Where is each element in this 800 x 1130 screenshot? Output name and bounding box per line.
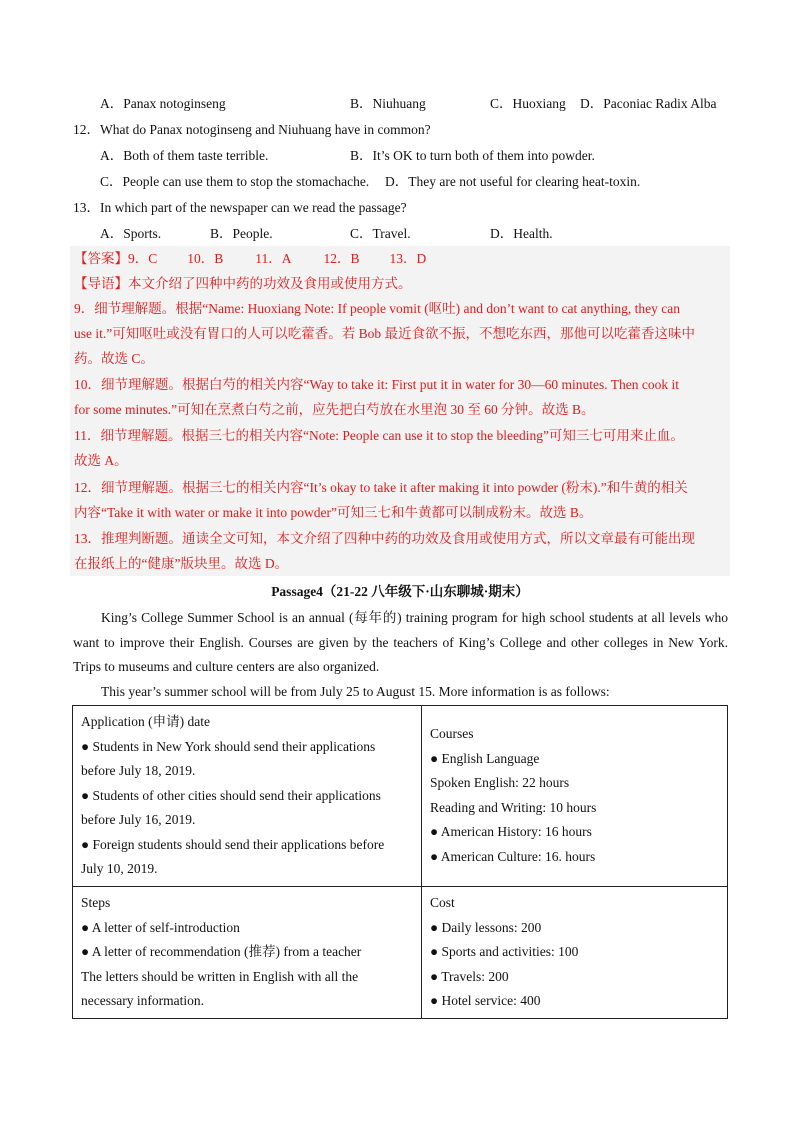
explanation-10-line2: for some minutes.”可知在烹煮白芍之前，应先把白芍放在水里泡 30 至 60 分钟。故选 B。	[74, 402, 595, 417]
guide-text: 【导语】本文介绍了四种中药的功效及食用或使用方式。	[74, 276, 412, 291]
courses-title: Courses	[430, 726, 474, 741]
answer-11: 11．A	[255, 251, 292, 266]
passage-title: Passage4（21-22 八年级下·山东聊城·期末）	[271, 584, 529, 599]
courses-line: ● English Language	[430, 750, 540, 766]
q11-option-d: D．Paconiac Radix Alba	[580, 96, 717, 111]
explanation-13-line1: 13．推理判断题。通读全文可知，本文介绍了四种中药的功效及食用或使用方式，所以文章最有可能出现	[74, 531, 695, 546]
answer-explanation-block	[70, 246, 730, 576]
q12-option-c: C．People can use them to stop the stomachache.	[100, 174, 370, 189]
explanation-12-line2: 内容“Take it with water or make it into powder”可知三七和牛黄都可以制成粉末。故选 B。	[74, 505, 593, 520]
q12-option-d: D．They are not useful for clearing heat-toxin.	[385, 174, 641, 189]
summer-school-info-table	[72, 705, 728, 1019]
application-line: before July 16, 2019.	[81, 812, 196, 827]
courses-line: Reading and Writing: 10 hours	[430, 799, 597, 815]
steps-title: Steps	[81, 895, 111, 910]
q11-option-c: C．Huoxiang	[490, 96, 566, 111]
passage-paragraph-2: This year’s summer school will be from July 25 to August 15. More information is as follows:	[101, 684, 610, 699]
q13-stem: 13．In which part of the newspaper can we read the passage?	[73, 200, 407, 215]
steps-line: ● A letter of self-introduction	[81, 919, 240, 935]
answer-label: 【答案】	[74, 251, 128, 266]
table-row	[73, 706, 728, 887]
application-line: before July 18, 2019.	[81, 763, 196, 778]
answer-9: 9．C	[128, 251, 158, 266]
courses-line: Spoken English: 22 hours	[430, 775, 570, 790]
steps-line: necessary information.	[81, 993, 204, 1008]
q11-option-a: A．Panax notoginseng	[100, 96, 226, 111]
answer-13: 13．D	[389, 251, 427, 266]
q13-option-d: D．Health.	[490, 226, 553, 241]
courses-line: ● American History: 16 hours	[430, 824, 592, 839]
cost-line: ● Sports and activities: 100	[430, 944, 579, 959]
q13-option-a: A．Sports.	[100, 226, 162, 241]
q12-option-a: A．Both of them taste terrible.	[100, 148, 269, 163]
q13-option-b: B．People.	[210, 226, 273, 241]
explanation-9-line3: 药。故选 C。	[74, 351, 154, 366]
application-title: Application (申请) date	[81, 714, 210, 729]
q13-option-c: C．Travel.	[350, 226, 411, 241]
courses-cell	[422, 706, 728, 887]
explanation-9-line2: use it.”可知呕吐或没有胃口的人可以吃藿香。若 Bob 最近食欲不振，不想吃东西，那他可以吃藿香这味中	[74, 326, 695, 341]
steps-cell	[73, 887, 422, 1019]
answer-12: 12．B	[323, 251, 360, 266]
passage-paragraph-1: King’s College Summer School is an annual (每年的) training program for high school students at all levels who want to improve their English. Courses are given by the teachers of King’s College and other colleges in New York. Trips to museums and culture centers are also organized.	[73, 610, 728, 674]
courses-line: ● American Culture: 16. hours	[430, 848, 596, 864]
steps-line: ● A letter of recommendation (推荐) from a teacher	[81, 944, 362, 959]
explanation-11-line2: 故选 A。	[74, 453, 128, 468]
q12-option-b: B．It’s OK to turn both of them into powder.	[350, 148, 595, 163]
cost-line: ● Hotel service: 400	[430, 993, 541, 1008]
steps-line: The letters should be written in English with all the	[81, 968, 359, 984]
cost-line: ● Daily lessons: 200	[430, 919, 542, 935]
q11-option-b: B．Niuhuang	[350, 96, 426, 111]
application-line: ● Foreign students should send their applications before	[81, 836, 385, 852]
q12-stem: 12．What do Panax notoginseng and Niuhuang have in common?	[73, 122, 431, 137]
application-cell	[73, 706, 422, 887]
application-line: July 10, 2019.	[81, 861, 158, 876]
explanation-11-line1: 11．细节理解题。根据三七的相关内容“Note: People can use it to stop the bleeding”可知三七可用来止血。	[74, 428, 684, 443]
explanation-10-line1: 10．细节理解题。根据白芍的相关内容“Way to take it: First put it in water for 30—60 minutes. Then cook it	[74, 377, 679, 392]
explanation-13-line2: 在报纸上的“健康”版块里。故选 D。	[74, 556, 289, 571]
answer-10: 10．B	[187, 251, 224, 266]
explanation-9-line1: 9．细节理解题。根据“Name: Huoxiang Note: If people vomit (呕吐) and don’t want to cat anything, they can	[74, 301, 680, 316]
cost-line: ● Travels: 200	[430, 968, 509, 984]
explanation-12-line1: 12．细节理解题。根据三七的相关内容“It’s okay to take it after making it into powder (粉末).”和牛黄的相关	[74, 480, 688, 495]
application-line: ● Students of other cities should send their applications	[81, 787, 381, 803]
cost-title: Cost	[430, 895, 455, 910]
application-line: ● Students in New York should send their applications	[81, 738, 376, 754]
answer-key	[74, 249, 426, 269]
cost-cell	[422, 887, 728, 1019]
table-row	[73, 887, 728, 1019]
